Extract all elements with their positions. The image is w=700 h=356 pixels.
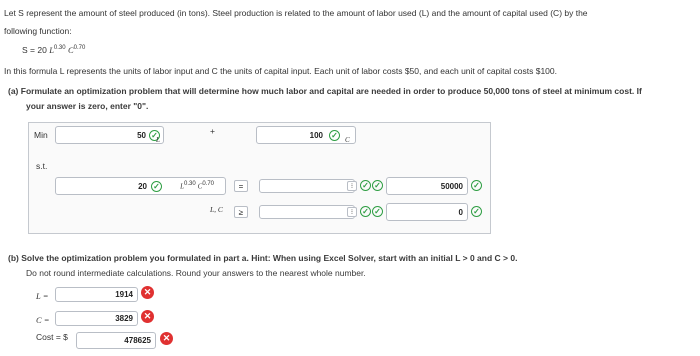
- chevron-down-icon[interactable]: ⁝: [347, 181, 357, 191]
- check-circle-icon: ✓: [360, 180, 371, 191]
- constraint2-relation-select[interactable]: ≥: [234, 206, 248, 218]
- C-answer-value: 3829: [115, 314, 133, 323]
- objective-L-coef-value: 50: [137, 130, 146, 140]
- part-a-question-line-2: your answer is zero, enter "0".: [26, 101, 149, 111]
- C-label: C =: [36, 315, 50, 325]
- L-answer-input[interactable]: [55, 287, 138, 302]
- part-a-question-line-1: (a) Formulate an optimization problem that will determine how much labor and capital are needed in order to produce 50,000 tons of steel at minimum cost. If: [8, 86, 642, 96]
- constraint1-L: L: [180, 182, 184, 191]
- cost-label: Cost = $: [36, 332, 68, 342]
- objective-C-coef-input[interactable]: [256, 126, 356, 144]
- C-answer-input[interactable]: [55, 311, 138, 326]
- constraint2-rhs-input[interactable]: [386, 203, 468, 221]
- x-circle-icon: ✕: [160, 332, 173, 345]
- check-circle-icon: ✓: [151, 181, 162, 192]
- constraint1-coef-value: 20: [138, 181, 147, 191]
- formula-C-exp: 0.70: [73, 45, 86, 52]
- formula-L: L: [49, 45, 54, 55]
- part-b-question-line-2: Do not round intermediate calculations. Round your answers to the nearest whole number.: [26, 268, 366, 278]
- constraint1-rhs-value: 50000: [440, 181, 463, 191]
- objective-C-coef-value: 100: [309, 130, 323, 140]
- constraint1-spacer-field: [259, 179, 355, 193]
- constraint2-spacer-field: [259, 205, 355, 219]
- constraint1-rhs-input[interactable]: [386, 177, 468, 195]
- L-answer-value: 1914: [115, 290, 133, 299]
- constraint1-C-exp: 0.70: [202, 181, 214, 187]
- check-circle-icon: ✓: [360, 206, 371, 217]
- intro-line-1: Let S represent the amount of steel produced (in tons). Steel production is related to the amount of labor used (L) and the amount of capital used (C) by the: [4, 8, 588, 18]
- check-circle-icon: ✓: [329, 130, 340, 141]
- objective-L-coef-input[interactable]: [55, 126, 164, 144]
- formula-C: C: [67, 45, 74, 55]
- check-circle-icon: ✓: [372, 206, 383, 217]
- chevron-down-icon[interactable]: ⁝: [347, 207, 357, 217]
- constraint1-lhs-input[interactable]: [55, 177, 226, 195]
- production-formula: [22, 45, 85, 55]
- st-label: s.t.: [36, 161, 48, 171]
- min-label: Min: [34, 130, 48, 140]
- constraint1-relation-select[interactable]: =: [234, 180, 248, 192]
- constraint2-vars: L, C: [210, 205, 223, 214]
- constraint1-expression: [180, 181, 214, 190]
- x-circle-icon: ✕: [141, 310, 154, 323]
- cost-answer-input[interactable]: [76, 332, 156, 349]
- x-circle-icon: ✕: [141, 286, 154, 299]
- objective-plus: +: [210, 126, 215, 136]
- check-circle-icon: ✓: [372, 180, 383, 191]
- objective-C-var: C: [345, 136, 350, 144]
- cost-answer-value: 478625: [124, 336, 151, 345]
- check-circle-icon: ✓: [471, 206, 482, 217]
- L-label: L =: [36, 291, 49, 301]
- constraint1-C: C: [197, 182, 203, 191]
- part-b-question-line-1: (b) Solve the optimization problem you formulated in part a. Hint: When using Excel Solver, start with an initial L > 0 and C > 0.: [8, 253, 518, 263]
- optimization-model-panel: [28, 122, 491, 234]
- problem-description: In this formula L represents the units of labor input and C the units of capital input. Each unit of labor costs $50, and each unit of capital costs $100.: [4, 66, 557, 76]
- constraint1-L-exp: 0.30: [184, 181, 196, 187]
- constraint2-rhs-value: 0: [458, 207, 463, 217]
- check-circle-icon: ✓: [471, 180, 482, 191]
- intro-line-2: following function:: [4, 26, 72, 36]
- objective-L-var: L: [156, 136, 160, 144]
- formula-lhs: S = 20: [22, 45, 47, 55]
- check-circle-icon: ✓: [149, 130, 160, 141]
- formula-L-exp: 0.30: [53, 45, 66, 52]
